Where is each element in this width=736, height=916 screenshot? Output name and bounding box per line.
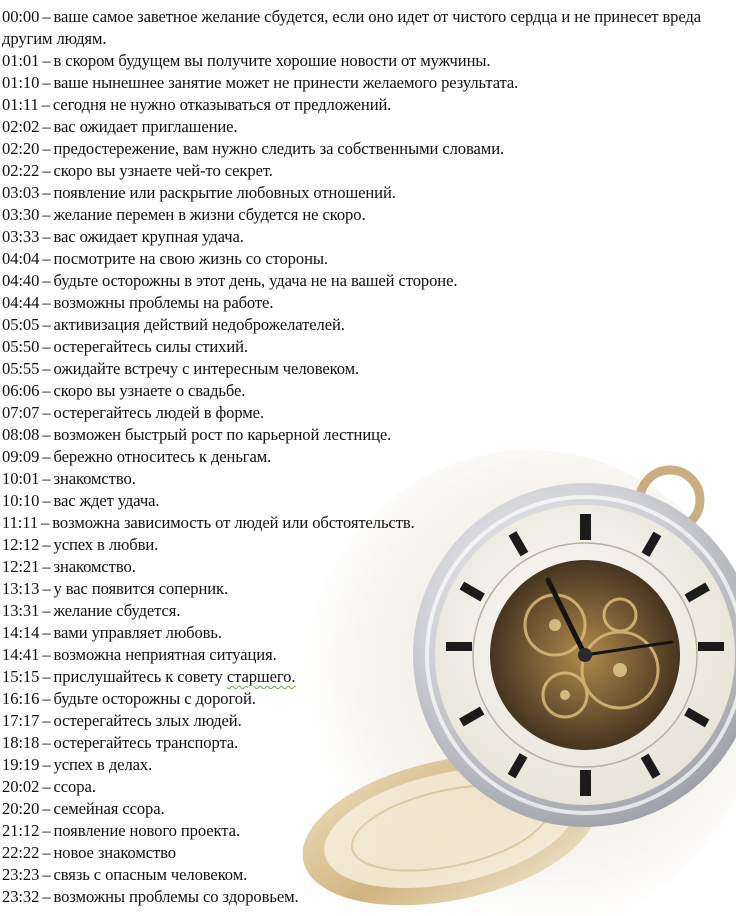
list-item [2,402,732,424]
separator: – [42,271,51,290]
list-item [2,160,732,182]
meaning-text: остерегайтесь силы стихий. [53,337,248,356]
meaning-text: ваше самое заветное желание сбудется, если оно идет от чистого сердца и не принесет вреда другим людям. [2,7,702,48]
time-label: 05:55 [2,359,40,378]
spellcheck-marked-word: старшего. [226,667,296,686]
list-item [2,226,732,248]
meaning-text: вами управляет любовь. [53,623,222,642]
meaning-text: появление нового проекта. [53,821,240,840]
time-label: 15:15 [2,667,40,686]
meaning-text: связь с опасным человеком. [53,865,248,884]
separator: – [42,623,51,642]
time-label: 09:09 [2,447,40,466]
separator: – [42,865,51,884]
list-item [2,556,732,578]
separator: – [41,95,50,114]
list-item [2,270,732,292]
separator: – [42,579,51,598]
separator: – [42,777,51,796]
meaning-text: прислушайтесь к совету [53,667,223,686]
list-item [2,358,732,380]
list-item [2,248,732,270]
separator: – [42,887,51,906]
meaning-text: остерегайтесь транспорта. [53,733,239,752]
separator: – [42,645,51,664]
time-label: 19:19 [2,755,40,774]
time-label: 03:03 [2,183,40,202]
separator: – [42,205,51,224]
time-label: 01:10 [2,73,40,92]
meaning-text: возможны проблемы со здоровьем. [53,887,299,906]
time-label: 02:20 [2,139,40,158]
separator: – [42,557,51,576]
time-label: 18:18 [2,733,40,752]
separator: – [42,7,51,26]
list-item [2,424,732,446]
separator: – [42,447,51,466]
time-meanings-list [2,6,732,908]
meaning-text: вас ожидает приглашение. [53,117,238,136]
separator: – [42,469,51,488]
list-item [2,336,732,358]
separator: – [42,733,51,752]
separator: – [42,359,51,378]
time-label: 04:44 [2,293,40,312]
meaning-text: новое знакомство [53,843,176,862]
meaning-text: успех в делах. [53,755,153,774]
time-label: 02:02 [2,117,40,136]
meaning-text: остерегайтесь людей в форме. [53,403,264,422]
time-label: 01:11 [2,95,39,114]
separator: – [42,711,51,730]
separator: – [42,491,51,510]
meaning-text: семейная ссора. [53,799,165,818]
separator: – [42,183,51,202]
time-label: 01:01 [2,51,40,70]
time-label: 07:07 [2,403,40,422]
separator: – [42,403,51,422]
separator: – [42,73,51,92]
meaning-text: знакомство. [53,469,136,488]
time-label: 13:13 [2,579,40,598]
list-item [2,72,732,94]
separator: – [42,249,51,268]
list-item [2,204,732,226]
separator: – [42,535,51,554]
list-item [2,446,732,468]
meaning-text: ссора. [53,777,96,796]
time-label: 08:08 [2,425,40,444]
separator: – [42,293,51,312]
list-item [2,864,732,886]
separator: – [42,227,51,246]
meaning-text: возможны проблемы на работе. [53,293,274,312]
meaning-text: желание сбудется. [53,601,181,620]
separator: – [42,315,51,334]
separator: – [41,513,50,532]
separator: – [42,843,51,862]
time-label: 20:02 [2,777,40,796]
meaning-text: в скором будущем вы получите хорошие новости от мужчины. [53,51,491,70]
separator: – [42,667,51,686]
time-label: 17:17 [2,711,40,730]
list-item [2,6,722,50]
meaning-text: предостережение, вам нужно следить за собственными словами. [53,139,505,158]
meaning-text: вас ждет удача. [53,491,160,510]
list-item [2,710,732,732]
time-label: 14:41 [2,645,40,664]
meaning-text: остерегайтесь злых людей. [53,711,242,730]
list-item [2,666,732,688]
time-label: 23:32 [2,887,40,906]
time-label: 23:23 [2,865,40,884]
meaning-text: возможна неприятная ситуация. [53,645,277,664]
time-label: 20:20 [2,799,40,818]
time-label: 06:06 [2,381,40,400]
separator: – [42,799,51,818]
list-item [2,94,732,116]
meaning-text: скоро вы узнаете о свадьбе. [53,381,246,400]
time-label: 03:33 [2,227,40,246]
meaning-text: вас ожидает крупная удача. [53,227,244,246]
time-label: 16:16 [2,689,40,708]
time-label: 11:11 [2,513,39,532]
meaning-text: посмотрите на свою жизнь со стороны. [53,249,328,268]
list-item [2,116,732,138]
list-item [2,754,732,776]
time-label: 04:04 [2,249,40,268]
time-label: 04:40 [2,271,40,290]
time-label: 10:10 [2,491,40,510]
list-item [2,50,732,72]
separator: – [42,601,51,620]
separator: – [42,337,51,356]
list-item [2,886,732,908]
time-label: 05:50 [2,337,40,356]
separator: – [42,689,51,708]
list-item [2,600,732,622]
separator: – [42,161,51,180]
time-label: 00:00 [2,7,40,26]
time-label: 12:21 [2,557,40,576]
time-label: 12:12 [2,535,40,554]
list-item [2,842,732,864]
list-item [2,138,732,160]
list-item [2,534,732,556]
separator: – [42,51,51,70]
list-item [2,468,732,490]
separator: – [42,821,51,840]
list-item [2,622,732,644]
meaning-text: желание перемен в жизни сбудется не скоро. [53,205,366,224]
time-label: 03:30 [2,205,40,224]
meaning-text: будьте осторожны в этот день, удача не на вашей стороне. [53,271,458,290]
time-label: 22:22 [2,843,40,862]
time-label: 13:31 [2,601,40,620]
meaning-text: бережно относитесь к деньгам. [53,447,272,466]
list-item [2,732,732,754]
separator: – [42,139,51,158]
meaning-text: появление или раскрытие любовных отношений. [53,183,396,202]
separator: – [42,755,51,774]
list-item [2,182,732,204]
separator: – [42,117,51,136]
list-item [2,644,732,666]
separator: – [42,425,51,444]
time-label: 05:05 [2,315,40,334]
time-label: 02:22 [2,161,40,180]
meaning-text: успех в любви. [53,535,159,554]
list-item [2,380,732,402]
meaning-text: возможна зависимость от людей или обстоятельств. [52,513,415,532]
meaning-text: у вас появится соперник. [53,579,229,598]
time-label: 10:01 [2,469,40,488]
meaning-text: знакомство. [53,557,136,576]
list-item [2,512,732,534]
list-item [2,490,732,512]
list-item [2,578,732,600]
list-item [2,776,732,798]
list-item [2,798,732,820]
meaning-text: ваше нынешнее занятие может не принести желаемого результата. [53,73,519,92]
meaning-text: возможен быстрый рост по карьерной лестнице. [53,425,392,444]
meaning-text: скоро вы узнаете чей-то секрет. [53,161,273,180]
list-item [2,292,732,314]
meaning-text: активизация действий недоброжелателей. [53,315,345,334]
meaning-text: сегодня не нужно отказываться от предложений. [52,95,392,114]
list-item [2,688,732,710]
list-item [2,314,732,336]
separator: – [42,381,51,400]
list-item [2,820,732,842]
time-label: 14:14 [2,623,40,642]
time-label: 21:12 [2,821,40,840]
meaning-text: будьте осторожны с дорогой. [53,689,256,708]
meaning-text: ожидайте встречу с интересным человеком. [53,359,360,378]
